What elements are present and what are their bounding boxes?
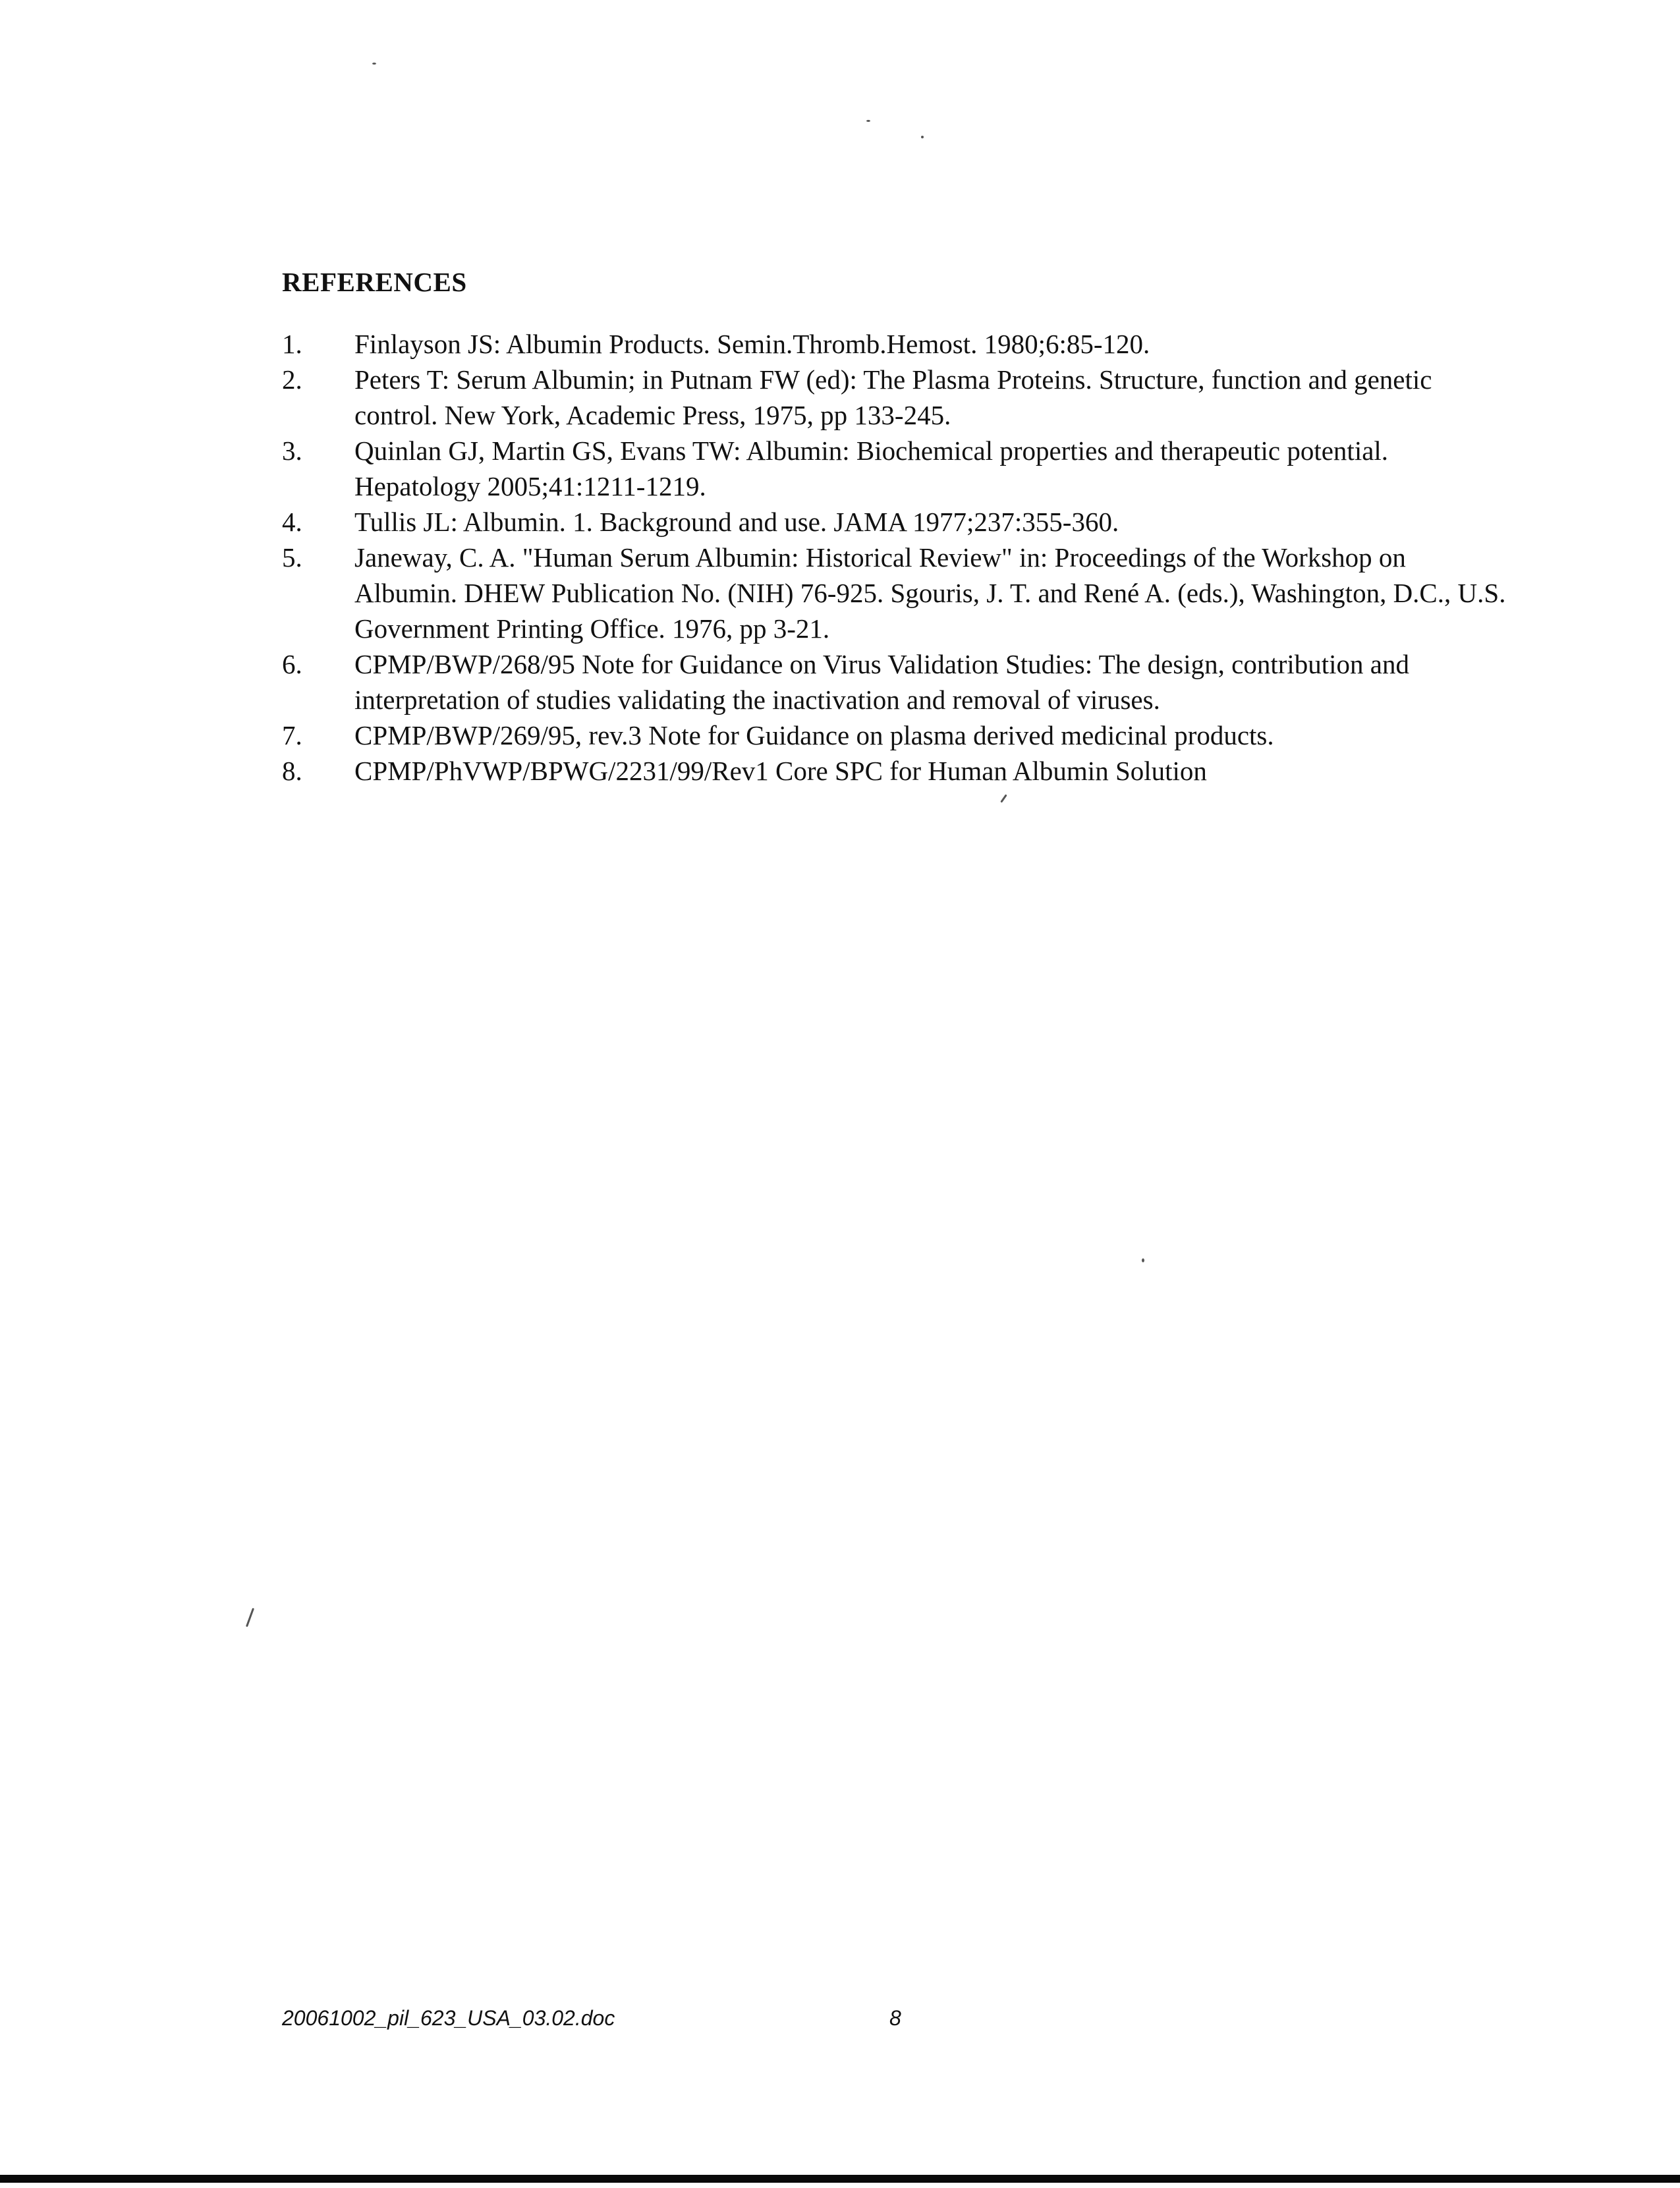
reference-number: 1. — [282, 329, 302, 359]
reference-item-7 — [282, 717, 1507, 753]
footer-page-number: 8 — [889, 2006, 901, 2030]
scan-border-bar — [0, 2175, 1680, 2183]
reference-number: 6. — [282, 649, 302, 679]
reference-text: CPMP/BWP/269/95, rev.3 Note for Guidance on plasma derived medicinal products. — [354, 720, 1274, 750]
reference-number: 4. — [282, 507, 302, 537]
scan-speck — [246, 1608, 254, 1627]
scan-speck — [921, 136, 924, 138]
references-list — [282, 326, 1507, 789]
scan-speck — [1000, 794, 1007, 802]
reference-text: Quinlan GJ, Martin GS, Evans TW: Albumin: Biochemical properties and therapeutic potential. Hepatology 2005;41:1211-1219. — [354, 435, 1389, 501]
scan-speck — [866, 120, 870, 122]
reference-item-5 — [282, 540, 1507, 646]
reference-number: 2. — [282, 364, 302, 395]
reference-item-2 — [282, 362, 1507, 433]
reference-item-1 — [282, 326, 1507, 362]
reference-text: Tullis JL: Albumin. 1. Background and use. JAMA 1977;237:355-360. — [354, 507, 1119, 537]
references-heading: REFERENCES — [282, 267, 467, 297]
reference-text: Finlayson JS: Albumin Products. Semin.Thromb.Hemost. 1980;6:85-120. — [354, 329, 1150, 359]
reference-text: Peters T: Serum Albumin; in Putnam FW (ed): The Plasma Proteins. Structure, function and genetic control. New York, Academic Press, 1975, pp 133-245. — [354, 364, 1432, 430]
reference-text: Janeway, C. A. "Human Serum Albumin: Historical Review" in: Proceedings of the Workshop on Albumin. DHEW Publication No. (NIH) 76-925. Sgouris, J. T. and René A. (eds.), Washington, D.C., U.S. Government Printing Office. 1976, pp 3-21. — [354, 542, 1506, 644]
reference-text: CPMP/PhVWP/BPWG/2231/99/Rev1 Core SPC for Human Albumin Solution — [354, 756, 1207, 786]
reference-number: 3. — [282, 435, 302, 466]
reference-number: 8. — [282, 756, 302, 786]
reference-number: 5. — [282, 542, 302, 573]
reference-item-8 — [282, 753, 1507, 789]
reference-text: CPMP/BWP/268/95 Note for Guidance on Virus Validation Studies: The design, contribution and interpretation of studies validating the inactivation and removal of viruses. — [354, 649, 1410, 715]
scan-speck — [1142, 1258, 1144, 1262]
reference-item-6 — [282, 646, 1507, 717]
reference-item-3 — [282, 433, 1507, 504]
scan-speck — [372, 63, 376, 65]
footer-filename: 20061002_pil_623_USA_03.02.doc — [282, 2006, 615, 2030]
reference-item-4 — [282, 504, 1507, 540]
reference-number: 7. — [282, 720, 302, 750]
